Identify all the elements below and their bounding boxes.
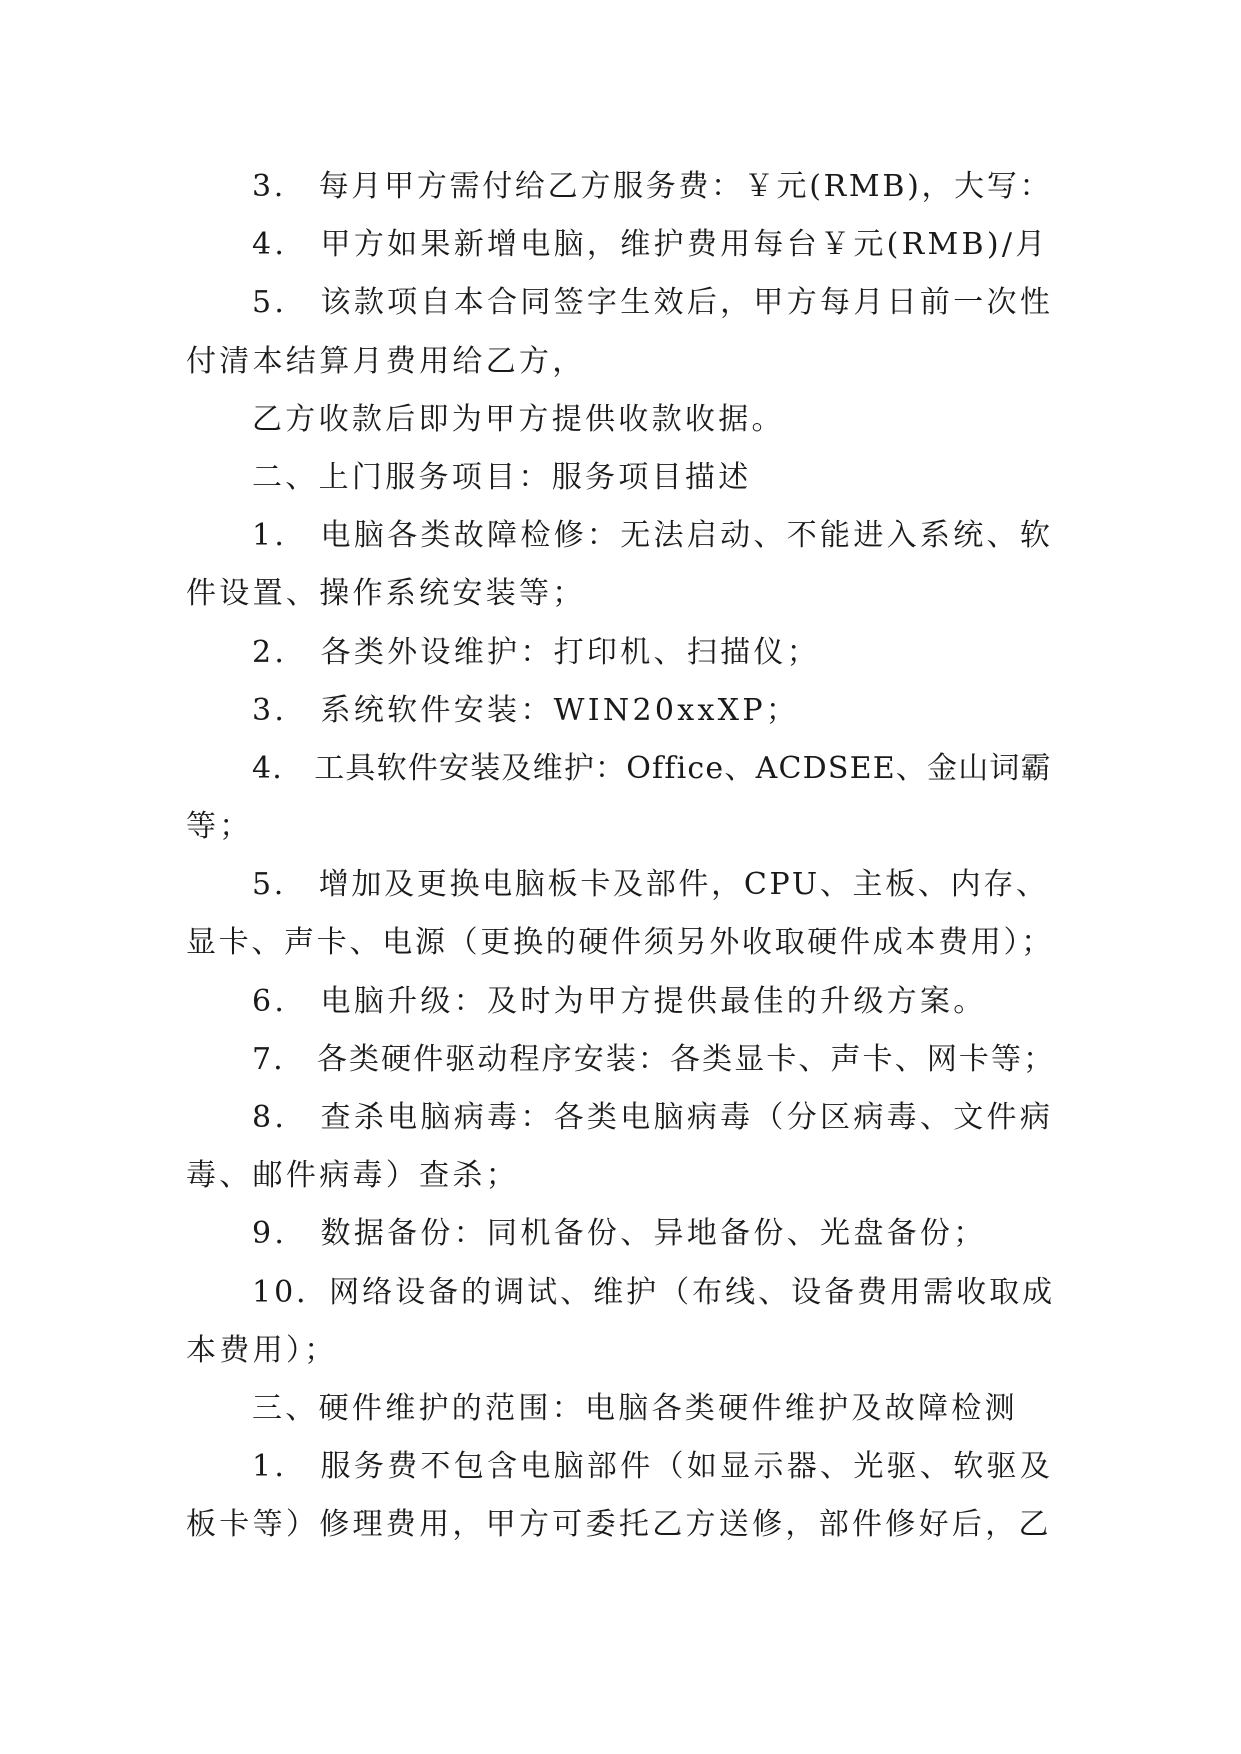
paragraph-line: 2. 各类外设维护：打印机、扫描仪； <box>252 634 821 670</box>
section-heading: 二、上门服务项目：服务项目描述 <box>252 459 752 495</box>
paragraph-line: 本费用）； <box>186 1332 338 1368</box>
paragraph-line: 9. 数据备份：同机备份、异地备份、光盘备份； <box>252 1216 987 1252</box>
paragraph-line: 件设置、操作系统安装等； <box>186 576 586 612</box>
paragraph-line: 板卡等）修理费用，甲方可委托乙方送修，部件修好后，乙 <box>186 1507 1052 1543</box>
paragraph-line: 付清本结算月费用给乙方， <box>186 343 586 379</box>
paragraph-line: 7. 各类硬件驱动程序安装：各类显卡、声卡、网卡等； <box>252 1041 1056 1077</box>
paragraph-line: 5. 增加及更换电脑板卡及部件，CPU、主板、内存、 <box>252 867 1049 903</box>
paragraph-line: 8. 查杀电脑病毒：各类电脑病毒（分区病毒、文件病 <box>252 1100 1054 1135</box>
paragraph-line: 3. 系统软件安装：WIN20xxXP； <box>252 692 800 728</box>
paragraph-line: 毒、邮件病毒）查杀； <box>186 1158 519 1194</box>
paragraph-line: 3. 每月甲方需付给乙方服务费：￥元(RMB)，大写： <box>252 169 1053 204</box>
paragraph-line: 显卡、声卡、电源（更换的硬件须另外收取硬件成本费用）； <box>186 925 1054 961</box>
paragraph-line: 1. 服务费不包含电脑部件（如显示器、光驱、软驱及 <box>252 1449 1054 1485</box>
paragraph-line: 5. 该款项自本合同签字生效后，甲方每月日前一次性 <box>252 285 1054 321</box>
paragraph-line: 4. 工具软件安装及维护：Office、ACDSEE、金山词霸 <box>252 750 1052 786</box>
paragraph-line: 6. 电脑升级：及时为甲方提供最佳的升级方案。 <box>252 983 987 1019</box>
paragraph-line: 1. 电脑各类故障检修：无法启动、不能进入系统、软 <box>252 518 1054 554</box>
section-heading: 三、硬件维护的范围：电脑各类硬件维护及故障检测 <box>252 1390 1018 1426</box>
document-page <box>186 158 1056 1555</box>
paragraph-line: 乙方收款后即为甲方提供收款收据。 <box>252 401 785 437</box>
paragraph-line: 等； <box>186 809 253 845</box>
paragraph-line: 4. 甲方如果新增电脑，维护费用每台￥元(RMB)/月 <box>252 227 1049 263</box>
paragraph-line: 10．网络设备的调试、维护（布线、设备费用需收取成 <box>252 1274 1056 1310</box>
